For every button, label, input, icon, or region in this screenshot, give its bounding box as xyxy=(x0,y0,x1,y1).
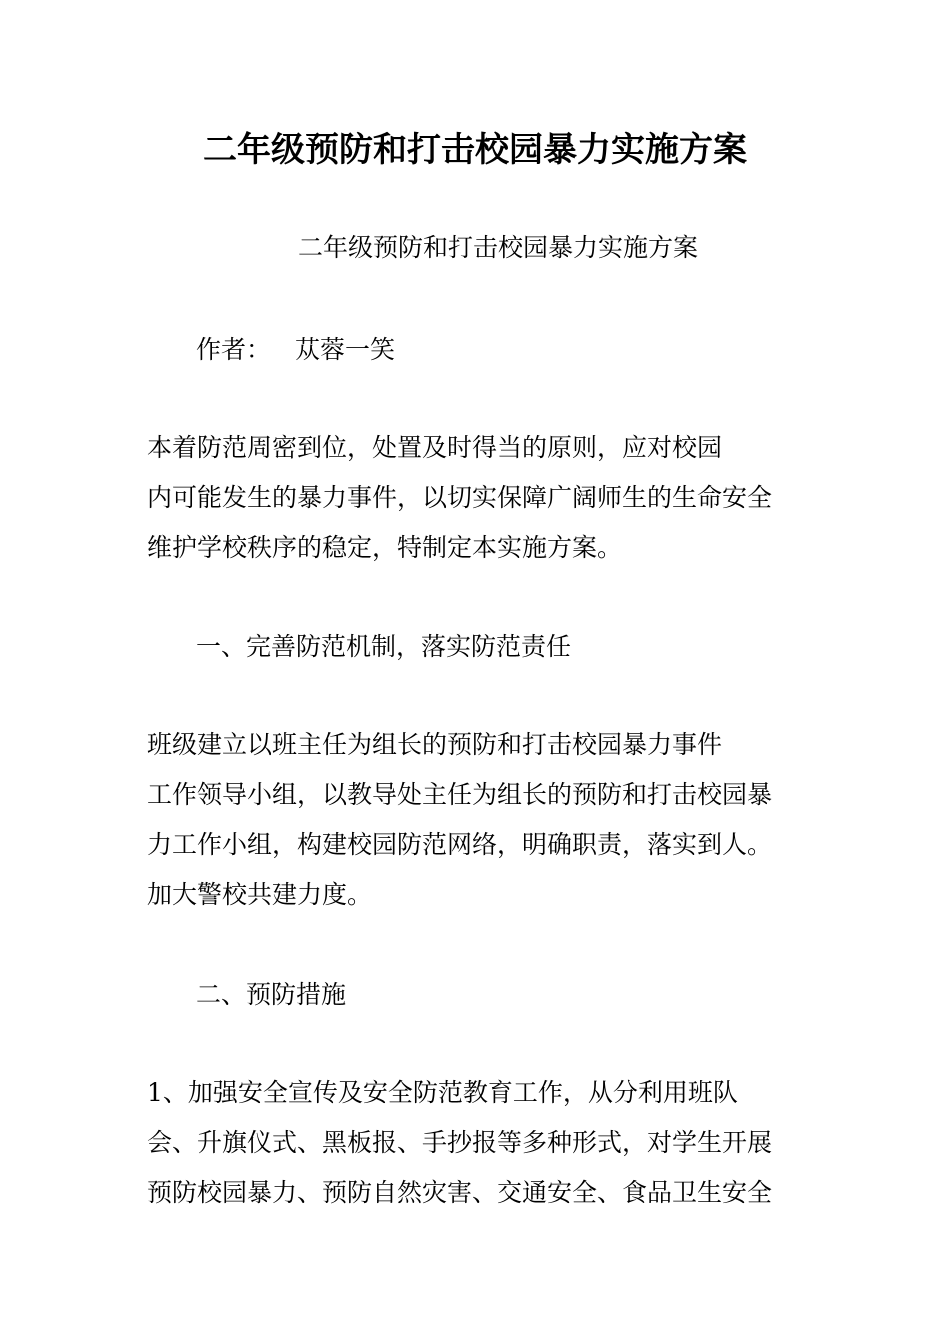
section-heading-text: 一、完善防范机制，落实防范责任 xyxy=(196,632,572,661)
paragraph-line: 加大警校共建力度。 xyxy=(147,880,373,909)
paragraph-line: 1、加强安全宣传及安全防范教育工作，从分利用班队 xyxy=(147,1078,738,1107)
document-title: 二年级预防和打击校园暴力实施方案 xyxy=(203,130,747,170)
paragraph-line: 力工作小组，构建校园防范网络，明确职责，落实到人。 xyxy=(147,830,773,859)
document-subtitle xyxy=(298,223,698,273)
paragraph-line: 内可能发生的暴力事件，以切实保障广阔师生的生命安全 xyxy=(147,483,773,512)
section-heading-1 xyxy=(196,622,571,672)
paragraph-line: 预防校园暴力、预防自然灾害、交通安全、食品卫生安全 xyxy=(147,1178,773,1207)
subtitle-text: 二年级预防和打击校园暴力实施方案 xyxy=(298,233,699,262)
author-name: 苁蓉一笑 xyxy=(295,335,396,364)
section-heading-text: 二、预防措施 xyxy=(196,980,347,1009)
paragraph-line: 维护学校秩序的稳定，特制定本实施方案。 xyxy=(147,533,623,562)
paragraph-line: 班级建立以班主任为组长的预防和打击校园暴力事件 xyxy=(147,730,723,759)
paragraph-intro xyxy=(147,423,772,573)
paragraph-line: 本着防范周密到位，处置及时得当的原则，应对校园 xyxy=(147,433,723,462)
paragraph-mechanism xyxy=(147,720,772,920)
author-label: 作者： xyxy=(196,335,272,364)
paragraph-line: 会、升旗仪式、黑板报、手抄报等多种形式，对学生开展 xyxy=(147,1128,773,1157)
section-heading-2 xyxy=(196,970,346,1020)
author-line-text xyxy=(196,325,395,375)
paragraph-measures xyxy=(147,1068,772,1218)
author-line xyxy=(196,325,395,375)
paragraph-line: 工作领导小组，以教导处主任为组长的预防和打击校园暴 xyxy=(147,780,773,809)
